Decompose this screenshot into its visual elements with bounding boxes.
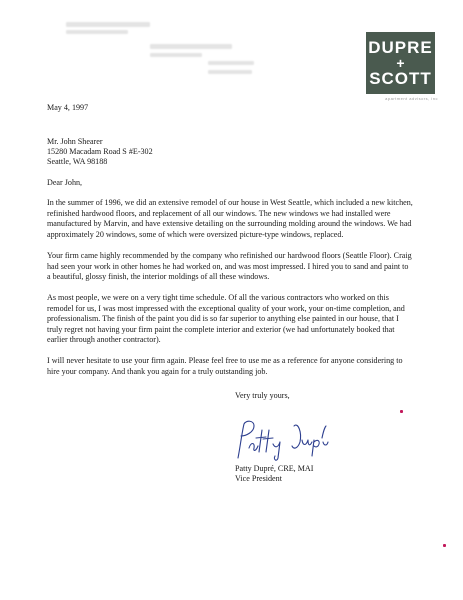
letterhead-blur-line <box>150 44 232 49</box>
logo-line-1: DUPRE <box>368 38 433 57</box>
paragraph-line: As most people, we were on a very tight time schedule. Of all the various contractors who worked on this <box>47 293 389 302</box>
handwritten-signature <box>232 418 362 462</box>
paragraph-line: I will never hesitate to use your firm again. Please feel free to use me as a reference for anyone considering to <box>47 356 403 365</box>
paragraph-line: In the summer of 1996, we did an extensive remodel of our house in West Seattle, which included a new kitchen, <box>47 198 413 207</box>
logo-line-2: SCOTT <box>369 69 432 88</box>
recipient-name: Mr. John Shearer <box>47 137 103 146</box>
logo-tagline: apartment advisors, inc <box>385 96 438 101</box>
recipient-city: Seattle, WA 98188 <box>47 157 108 166</box>
letter-date: May 4, 1997 <box>47 103 89 112</box>
letterhead-blur-line <box>208 61 254 65</box>
closing: Very truly yours, <box>235 391 290 400</box>
recipient-street: 15280 Macadam Road S #E-302 <box>47 147 153 156</box>
signatory-title: Vice President <box>235 474 282 483</box>
paragraph-line: a beautiful, glossy finish, the interior moldings of all these windows. <box>47 272 270 282</box>
letterhead-blur-line <box>66 30 128 34</box>
paragraph-line: earlier through another contractor). <box>47 335 161 345</box>
body-paragraph-2 <box>47 251 427 283</box>
paragraph-line: hire your company. And thank you again for a truly outstanding job. <box>47 366 268 376</box>
paragraph-line: manufactured by Marvin, and have extensive detailing on the surrounding molding around the windows. We had <box>47 219 412 229</box>
body-paragraph-1 <box>47 198 427 240</box>
stray-mark <box>443 544 446 547</box>
paragraph-line: professionalism. The finish of the paint you did is so far superior to anything else painted in our house, that I <box>47 314 399 324</box>
letterhead-blur-line <box>66 22 150 27</box>
paragraph-line: remodel for us, I was most impressed with the exceptional quality of your work, your on-time completion, and <box>47 303 405 313</box>
body-paragraph-4 <box>47 356 427 377</box>
paragraph-line: had seen your work in other homes he had worked on, and was most impressed. I hired you to sand and paint to <box>47 261 409 271</box>
signatory-name: Patty Dupré, CRE, MAI <box>235 464 314 473</box>
logo-plus: + <box>396 55 405 71</box>
body-paragraph-3 <box>47 293 427 346</box>
paragraph-line: Your firm came highly recommended by the company who refinished our hardwood floors (Seattle Floor). Craig <box>47 251 412 260</box>
salutation: Dear John, <box>47 178 83 187</box>
company-logo <box>366 32 435 94</box>
paragraph-line: approximately 20 windows, some of which were oversized picture-type windows, replaced. <box>47 229 344 239</box>
stray-mark <box>400 410 403 413</box>
paragraph-line: refinished hardwood floors, and replacement of all our windows. The new windows we had installed were <box>47 208 391 218</box>
paragraph-line: truly regret not having your firm paint the complete interior and exterior (we had unfortunately booked that <box>47 324 395 334</box>
letterhead-blur-line <box>150 53 202 57</box>
letterhead-blur-line <box>208 70 252 74</box>
